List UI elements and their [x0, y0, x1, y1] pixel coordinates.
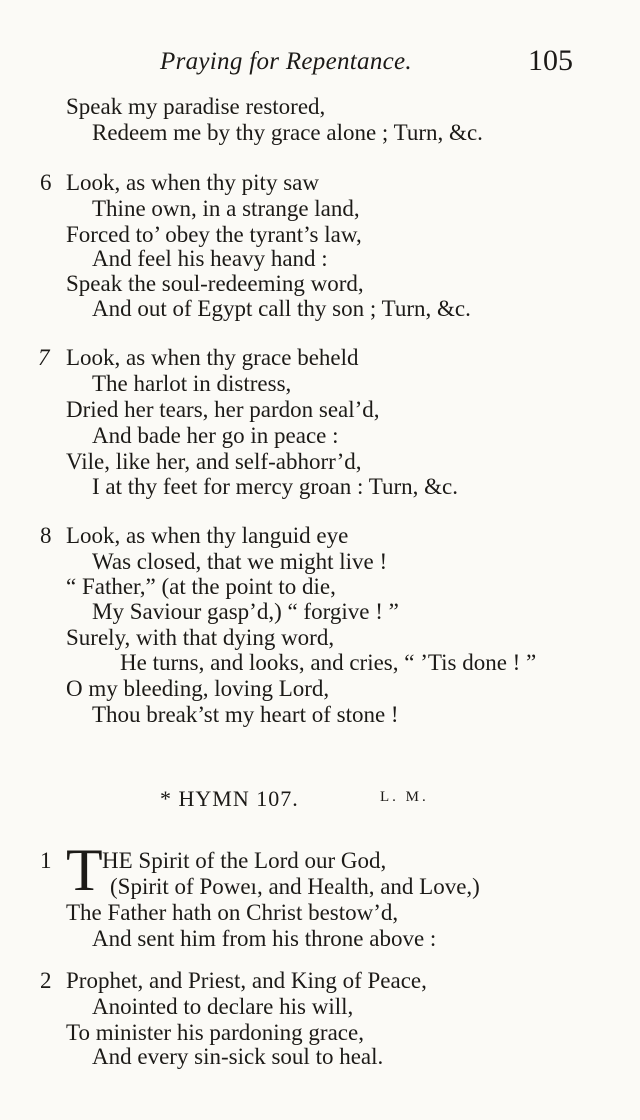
verse-line: And feel his heavy hand :: [92, 246, 328, 271]
verse-line: And sent him from his throne above :: [92, 926, 437, 951]
verse-line: HE Spirit of the Lord our God,: [102, 848, 387, 873]
verse-line: Speak my paradise restored,: [66, 94, 326, 119]
page-number: 105: [528, 44, 573, 77]
verse-line: The harlot in distress,: [92, 371, 292, 396]
running-title: Praying for Repentance.: [160, 48, 412, 75]
verse-line: Vile, like her, and self-abhorr’d,: [66, 449, 362, 474]
verse-line: Redeem me by thy grace alone ; Turn, &c.: [92, 120, 483, 145]
verse-line: Dried her tears, her pardon seal’d,: [66, 397, 380, 422]
verse-line: Look, as when thy pity saw: [66, 170, 319, 195]
verse-line: Thou break’st my heart of stone !: [92, 702, 399, 727]
hymn-meter: L. M.: [380, 789, 429, 805]
stanza-number: 2: [40, 968, 52, 993]
verse-line: Look, as when thy languid eye: [66, 523, 349, 548]
verse-line: Surely, with that dying word,: [66, 625, 335, 650]
stanza-number: 1: [40, 848, 52, 873]
verse-line: To minister his pardoning grace,: [66, 1020, 364, 1045]
verse-line: My Saviour gasp’d,) “ forgive ! ”: [92, 599, 399, 624]
drop-cap: T: [66, 837, 103, 903]
hymn-heading: * HYMN 107.: [160, 786, 299, 811]
verse-line: “ Father,” (at the point to die,: [66, 574, 336, 599]
verse-line: Look, as when thy grace beheld: [66, 345, 359, 370]
verse-line: And every sin-sick soul to heal.: [92, 1044, 384, 1069]
running-head: [0, 44, 640, 84]
verse-line: And bade her go in peace :: [92, 423, 339, 448]
verse-line: The Father hath on Christ bestow’d,: [66, 900, 399, 925]
stanza-number: 6: [40, 170, 52, 195]
verse-line: Forced to’ obey the tyrant’s law,: [66, 222, 362, 247]
verse-line: Prophet, and Priest, and King of Peace,: [66, 968, 427, 993]
verse-line: Speak the soul-redeeming word,: [66, 271, 364, 296]
verse-line: I at thy feet for mercy groan : Turn, &c.: [92, 474, 458, 499]
stanza-number: 7: [38, 345, 50, 370]
verse-line: He turns, and looks, and cries, “ ’Tis done ! ”: [120, 650, 537, 675]
verse-line: And out of Egypt call thy son ; Turn, &c.: [92, 296, 471, 321]
verse-line: Thine own, in a strange land,: [92, 196, 360, 221]
verse-line: Anointed to declare his will,: [92, 994, 354, 1019]
verse-line: Was closed, that we might live !: [92, 549, 388, 574]
verse-line: (Spirit of Poweı, and Health, and Love,): [110, 874, 480, 899]
verse-line: O my bleeding, loving Lord,: [66, 676, 330, 701]
stanza-number: 8: [40, 523, 52, 548]
